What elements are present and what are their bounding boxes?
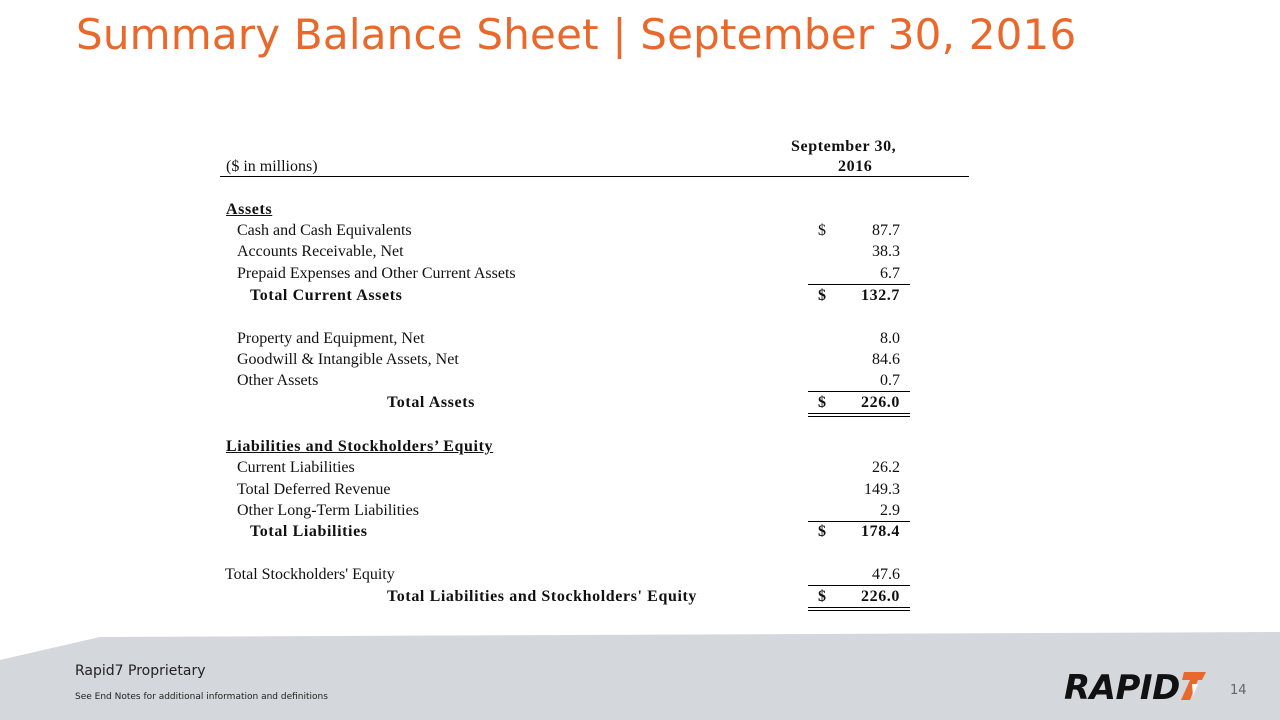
tlse-dollar: $ (818, 588, 827, 605)
deferred-revenue-label: Total Deferred Revenue (237, 481, 391, 498)
tlse-value: 226.0 (861, 588, 900, 605)
cash-dollar: $ (818, 222, 826, 239)
other-assets-value: 0.7 (880, 372, 900, 389)
subtotal-rule (808, 391, 910, 392)
prepaid-label: Prepaid Expenses and Other Current Assets (237, 265, 516, 282)
tca-dollar: $ (818, 287, 827, 304)
deferred-revenue-value: 149.3 (864, 481, 900, 498)
goodwill-value: 84.6 (872, 351, 900, 368)
total-assets-dollar: $ (818, 394, 827, 411)
proprietary-label: Rapid7 Proprietary (75, 663, 206, 679)
page-number: 14 (1230, 683, 1247, 698)
other-assets-label: Other Assets (237, 372, 319, 389)
page-title: Summary Balance Sheet | September 30, 2016 (76, 10, 1077, 59)
goodwill-label: Goodwill & Intangible Assets, Net (237, 351, 459, 368)
liabilities-heading: Liabilities and Stockholders’ Equity (226, 438, 494, 455)
assets-heading: Assets (226, 201, 273, 218)
other-lt-liabilities-value: 2.9 (880, 502, 900, 519)
header-rule (220, 176, 969, 177)
total-liabilities-label: Total Liabilities (250, 523, 368, 540)
ppe-label: Property and Equipment, Net (237, 330, 425, 347)
stockholders-equity-label: Total Stockholders' Equity (225, 566, 395, 583)
end-notes-label: See End Notes for additional information and definitions (75, 692, 328, 702)
subtotal-rule (808, 284, 910, 285)
ppe-value: 8.0 (880, 330, 900, 347)
prepaid-value: 6.7 (880, 265, 900, 282)
total-assets-value: 226.0 (861, 394, 900, 411)
tl-value: 178.4 (861, 523, 900, 540)
double-rule-top (808, 413, 910, 414)
current-liabilities-label: Current Liabilities (237, 459, 355, 476)
cash-label: Cash and Cash Equivalents (237, 222, 412, 239)
other-lt-liabilities-label: Other Long-Term Liabilities (237, 502, 419, 519)
total-current-assets-label: Total Current Assets (250, 287, 403, 304)
rapid7-logo-mark-icon (1178, 670, 1206, 702)
total-assets-label: Total Assets (387, 394, 475, 411)
tca-value: 132.7 (861, 287, 900, 304)
cash-value: 87.7 (872, 222, 900, 239)
current-liabilities-value: 26.2 (872, 459, 900, 476)
subtotal-rule (808, 585, 910, 586)
rapid7-logo: RAPID (1064, 668, 1180, 708)
ar-label: Accounts Receivable, Net (237, 243, 404, 260)
double-rule-bottom (808, 416, 910, 417)
ar-value: 38.3 (872, 243, 900, 260)
column-header-line1: September 30, (791, 138, 897, 155)
column-header-year: 2016 (838, 158, 873, 175)
units-label: ($ in millions) (226, 158, 318, 175)
stockholders-equity-value: 47.6 (872, 566, 900, 583)
tl-dollar: $ (818, 523, 827, 540)
total-liab-equity-label: Total Liabilities and Stockholders' Equity (387, 588, 698, 605)
